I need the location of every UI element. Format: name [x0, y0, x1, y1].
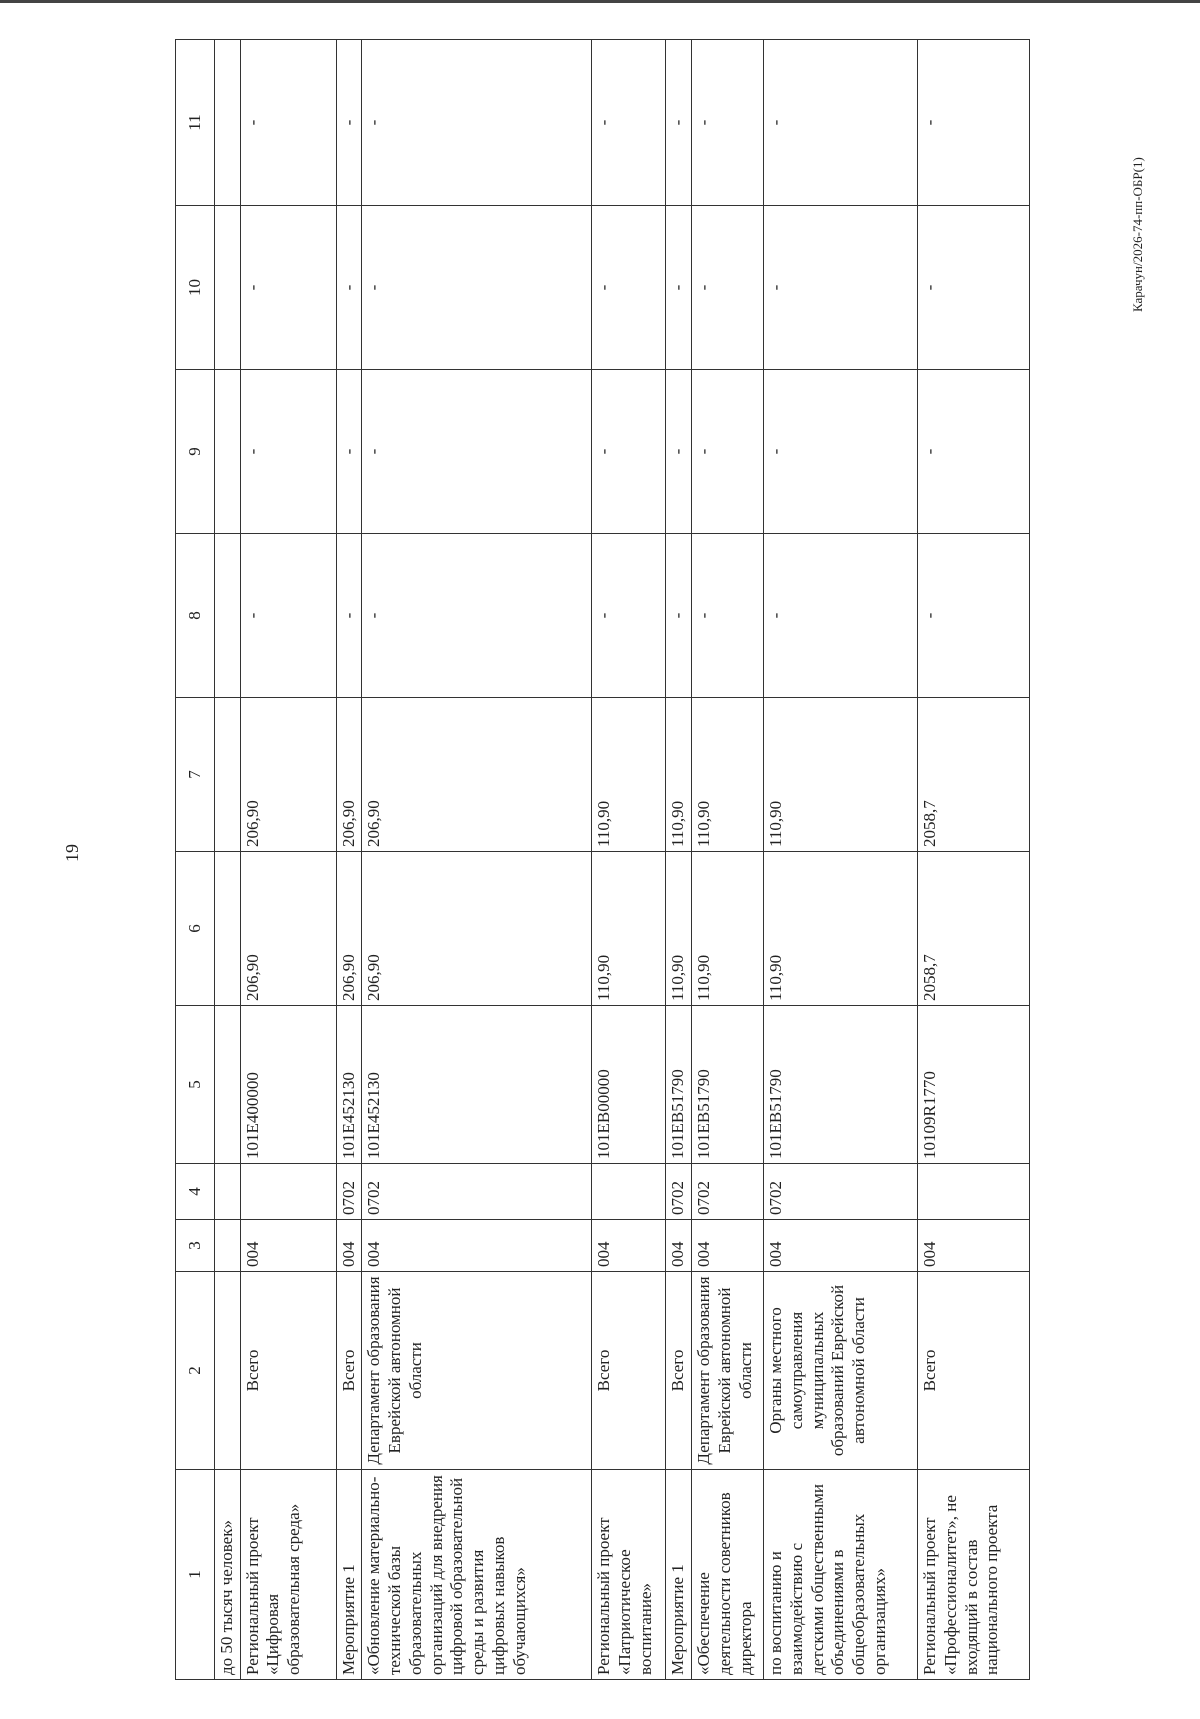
cell-col11	[215, 40, 241, 206]
cell-col11: -	[692, 40, 764, 206]
cell-csr: 101EB51790	[666, 1006, 692, 1164]
cell-col11: -	[336, 40, 362, 206]
cell-col9: -	[918, 370, 1030, 534]
cell-col11: -	[666, 40, 692, 206]
cell-col10: -	[336, 206, 362, 370]
table-row	[336, 40, 362, 1680]
table-row	[362, 40, 592, 1680]
cell-executor: Всего	[592, 1272, 666, 1470]
cell-grbs: 004	[362, 1220, 592, 1272]
cell-col8: -	[666, 534, 692, 698]
cell-total: 206,90	[336, 852, 362, 1006]
cell-col11: -	[592, 40, 666, 206]
cell-total: 110,90	[592, 852, 666, 1006]
cell-grbs: 004	[666, 1220, 692, 1272]
cell-col10: -	[666, 206, 692, 370]
header-cell: 8	[176, 534, 215, 698]
cell-executor: Всего	[666, 1272, 692, 1470]
cell-rzpr	[918, 1164, 1030, 1220]
cell-col9: -	[336, 370, 362, 534]
document-id: Карачун/2026-74-пп-ОБР(1)	[1130, 157, 1145, 312]
cell-col10: -	[240, 206, 336, 370]
cell-rzpr: 0702	[362, 1164, 592, 1220]
header-cell: 4	[176, 1164, 215, 1220]
cell-name: Региональный проект «Цифровая образовательная среда»	[240, 1470, 336, 1680]
header-cell: 3	[176, 1220, 215, 1272]
cell-name: Региональный проект «Профессионалитет», не входящий в состав национального проекта	[918, 1470, 1030, 1680]
cell-col11: -	[240, 40, 336, 206]
cell-col9	[215, 370, 241, 534]
cell-grbs: 004	[764, 1220, 918, 1272]
cell-year-2026: 2058,7	[918, 698, 1030, 852]
cell-rzpr: 0702	[764, 1164, 918, 1220]
cell-col8: -	[592, 534, 666, 698]
cell-csr: 101E452130	[362, 1006, 592, 1164]
cell-executor: Органы местного самоуправления муниципальных образований Еврейской автономной области	[764, 1272, 918, 1470]
cell-col8: -	[764, 534, 918, 698]
cell-col9: -	[362, 370, 592, 534]
cell-csr: 101EB51790	[692, 1006, 764, 1164]
cell-col9: -	[240, 370, 336, 534]
cell-executor: Всего	[918, 1272, 1030, 1470]
header-cell: 7	[176, 698, 215, 852]
cell-year-2026: 110,90	[692, 698, 764, 852]
cell-name: Мероприятие 1	[336, 1470, 362, 1680]
header-cell: 2	[176, 1272, 215, 1470]
cell-total: 2058,7	[918, 852, 1030, 1006]
page-number: 19	[62, 844, 82, 862]
cell-total	[215, 852, 241, 1006]
cell-year-2026: 206,90	[336, 698, 362, 852]
cell-total: 206,90	[240, 852, 336, 1006]
budget-table	[175, 39, 1030, 1680]
cell-grbs: 004	[240, 1220, 336, 1272]
cell-csr: 10109R1770	[918, 1006, 1030, 1164]
cell-grbs: 004	[918, 1220, 1030, 1272]
header-cell: 11	[176, 40, 215, 206]
cell-rzpr: 0702	[336, 1164, 362, 1220]
table-row	[666, 40, 692, 1680]
cell-col8	[215, 534, 241, 698]
cell-col9: -	[692, 370, 764, 534]
cell-csr: 101E400000	[240, 1006, 336, 1164]
cell-year-2026: 110,90	[764, 698, 918, 852]
header-cell: 6	[176, 852, 215, 1006]
cell-total: 110,90	[666, 852, 692, 1006]
cell-col9: -	[666, 370, 692, 534]
cell-csr: 101EB00000	[592, 1006, 666, 1164]
cell-year-2026: 206,90	[362, 698, 592, 852]
header-cell: 9	[176, 370, 215, 534]
header-cell: 1	[176, 1470, 215, 1680]
cell-col10: -	[362, 206, 592, 370]
cell-grbs: 004	[592, 1220, 666, 1272]
cell-grbs	[215, 1220, 241, 1272]
cell-executor: Всего	[240, 1272, 336, 1470]
cell-total: 110,90	[692, 852, 764, 1006]
cell-grbs: 004	[336, 1220, 362, 1272]
cell-col8: -	[918, 534, 1030, 698]
cell-rzpr: 0702	[666, 1164, 692, 1220]
table-row	[240, 40, 336, 1680]
cell-col10: -	[692, 206, 764, 370]
cell-name: до 50 тысяч человек»	[215, 1470, 241, 1680]
cell-year-2026: 110,90	[592, 698, 666, 852]
header-cell: 5	[176, 1006, 215, 1164]
cell-col11: -	[362, 40, 592, 206]
cell-col10: -	[764, 206, 918, 370]
cell-total: 110,90	[764, 852, 918, 1006]
cell-col11: -	[764, 40, 918, 206]
cell-total: 206,90	[362, 852, 592, 1006]
cell-col8: -	[692, 534, 764, 698]
cell-year-2026	[215, 698, 241, 852]
table-row	[592, 40, 666, 1680]
table-row	[215, 40, 241, 1680]
cell-csr: 101EB51790	[764, 1006, 918, 1164]
cell-csr: 101E452130	[336, 1006, 362, 1164]
cell-grbs: 004	[692, 1220, 764, 1272]
cell-col8: -	[336, 534, 362, 698]
column-number-row	[176, 40, 215, 1680]
rotated-table-container	[175, 40, 1075, 1680]
cell-executor	[215, 1272, 241, 1470]
cell-executor: Всего	[336, 1272, 362, 1470]
scan-top-edge	[0, 0, 1200, 3]
cell-name: Мероприятие 1	[666, 1470, 692, 1680]
cell-col8: -	[240, 534, 336, 698]
cell-col9: -	[592, 370, 666, 534]
table-row	[918, 40, 1030, 1680]
cell-col10	[215, 206, 241, 370]
cell-rzpr	[215, 1164, 241, 1220]
cell-year-2026: 206,90	[240, 698, 336, 852]
cell-col9: -	[764, 370, 918, 534]
cell-executor: Департамент образования Еврейской автономной области	[362, 1272, 592, 1470]
cell-rzpr	[592, 1164, 666, 1220]
cell-name: «Обновление материально-технической базы образовательных организаций для внедрения цифровой образовательной среды и развития цифровых навыков обучающихся»	[362, 1470, 592, 1680]
cell-rzpr	[240, 1164, 336, 1220]
cell-rzpr: 0702	[692, 1164, 764, 1220]
header-cell: 10	[176, 206, 215, 370]
cell-col8: -	[362, 534, 592, 698]
table-row	[692, 40, 764, 1680]
cell-year-2026: 110,90	[666, 698, 692, 852]
cell-executor: Департамент образования Еврейской автономной области	[692, 1272, 764, 1470]
table-row	[764, 40, 918, 1680]
cell-csr	[215, 1006, 241, 1164]
cell-col10: -	[918, 206, 1030, 370]
cell-col10: -	[592, 206, 666, 370]
cell-col11: -	[918, 40, 1030, 206]
cell-name: «Обеспечение деятельности советников директора	[692, 1470, 764, 1680]
cell-name: Региональный проект «Патриотическое воспитание»	[592, 1470, 666, 1680]
cell-name: по воспитанию и взаимодействию с детскими общественными объединениями в общеобразовательных организациях»	[764, 1470, 918, 1680]
